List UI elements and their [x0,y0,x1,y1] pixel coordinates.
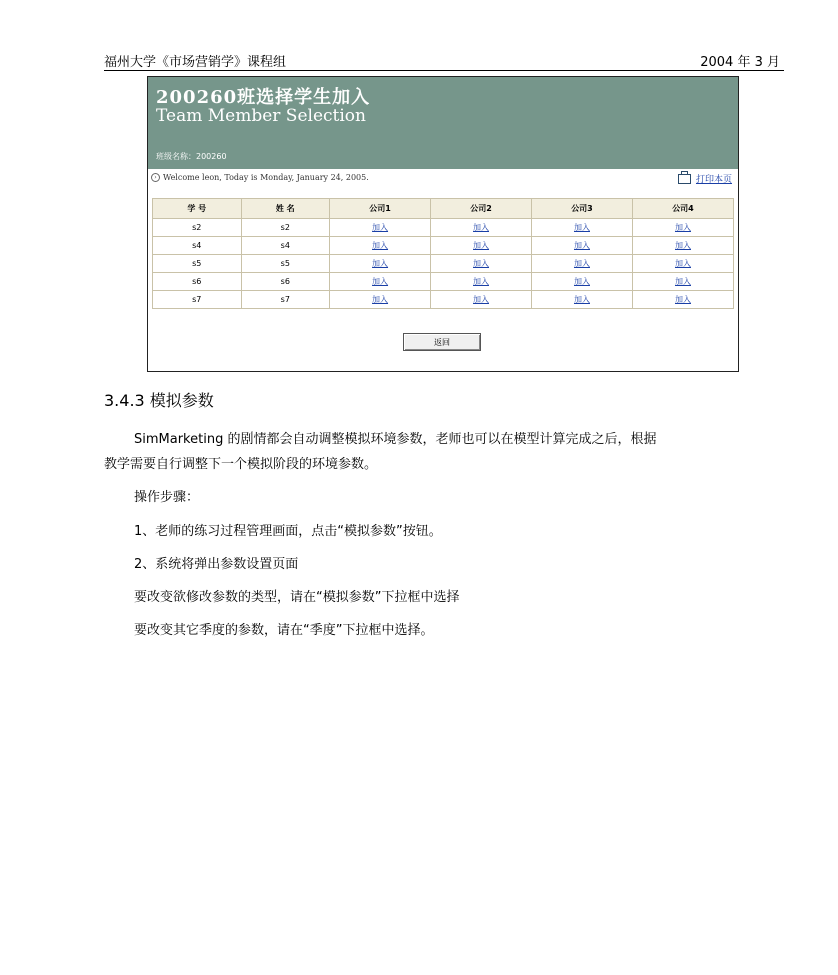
join-link[interactable]: 加入 [372,223,389,232]
join-link[interactable]: 加入 [573,295,590,304]
table-row [153,291,734,309]
student-name-cell: s2 [241,219,330,237]
table-header-row [153,199,734,219]
join-cell [532,273,633,291]
print-label[interactable]: 打印本页 [695,175,732,185]
banner-title-cn: 200260班选择学生加入 [156,87,371,108]
join-link[interactable]: 加入 [473,241,490,250]
join-link[interactable]: 加入 [473,277,490,286]
paragraph-line-2: 教学需要自行调整下一个模拟阶段的环境参数。 [104,457,378,472]
join-link[interactable]: 加入 [674,259,691,268]
student-id-cell: s7 [153,291,242,309]
student-name-cell: s5 [241,255,330,273]
join-cell [632,237,733,255]
join-link[interactable]: 加入 [473,223,490,232]
join-cell [632,273,733,291]
steps-label: 操作步骤： [134,490,200,505]
join-link[interactable]: 加入 [372,259,389,268]
join-link[interactable]: 加入 [674,295,691,304]
join-cell [330,291,431,309]
header-rule [104,70,784,71]
table-row [153,273,734,291]
join-cell [431,273,532,291]
join-link[interactable]: 加入 [573,259,590,268]
step-1: 1、老师的练习过程管理画面，点击“模拟参数”按钮。 [134,524,442,539]
join-link[interactable]: 加入 [674,241,691,250]
student-name-cell: s4 [241,237,330,255]
table-row [153,237,734,255]
join-link[interactable]: 加入 [674,223,691,232]
step-2: 2、系统将弹出参数设置页面 [134,557,299,572]
paragraph-line-1: SimMarketing 的剧情都会自动调整模拟环境参数，老师也可以在模型计算完成之后，根据 [134,432,657,447]
join-link[interactable]: 加入 [372,277,389,286]
embedded-screenshot [147,76,739,372]
join-cell [330,255,431,273]
header-left: 福州大学《市场营销学》课程组 [104,55,287,70]
banner [148,77,738,169]
join-link[interactable]: 加入 [573,241,590,250]
column-header: 公司4 [632,199,733,219]
arrow-circle-icon: › [151,173,160,182]
join-link[interactable]: 加入 [674,277,691,286]
student-name-cell: s6 [241,273,330,291]
table-row [153,219,734,237]
join-link[interactable]: 加入 [372,295,389,304]
section-title: 3.4.3 模拟参数 [104,391,214,410]
table-row [153,255,734,273]
join-link[interactable]: 加入 [573,223,590,232]
join-cell [532,255,633,273]
welcome-line [151,173,369,182]
column-header: 姓 名 [241,199,330,219]
print-link[interactable] [678,172,732,185]
column-header: 公司1 [330,199,431,219]
join-cell [632,219,733,237]
join-cell [632,255,733,273]
join-link[interactable]: 加入 [473,259,490,268]
table-body [153,219,734,309]
join-cell [632,291,733,309]
column-header: 公司2 [431,199,532,219]
join-cell [330,219,431,237]
join-cell [330,273,431,291]
student-id-cell: s2 [153,219,242,237]
class-name-label: 班级名称：200260 [156,152,227,161]
column-header: 公司3 [532,199,633,219]
join-cell [431,219,532,237]
join-cell [431,291,532,309]
instruction-line-4: 要改变其它季度的参数，请在“季度”下拉框中选择。 [134,623,434,638]
printer-icon [678,174,691,184]
student-id-cell: s4 [153,237,242,255]
welcome-text: Welcome leon, Today is Monday, January 24, 2005. [163,173,369,182]
student-id-cell: s6 [153,273,242,291]
join-cell [532,291,633,309]
student-id-cell: s5 [153,255,242,273]
join-cell [431,255,532,273]
join-link[interactable]: 加入 [573,277,590,286]
join-cell [431,237,532,255]
join-link[interactable]: 加入 [372,241,389,250]
column-header: 学 号 [153,199,242,219]
instruction-line-3: 要改变欲修改参数的类型，请在“模拟参数”下拉框中选择 [134,590,460,605]
member-table [152,198,734,309]
join-cell [532,237,633,255]
join-cell [532,219,633,237]
banner-title-en: Team Member Selection [156,106,366,126]
back-button[interactable]: 返回 [403,333,481,351]
header-right: 2004 年 3 月 [700,55,780,70]
join-link[interactable]: 加入 [473,295,490,304]
student-name-cell: s7 [241,291,330,309]
join-cell [330,237,431,255]
